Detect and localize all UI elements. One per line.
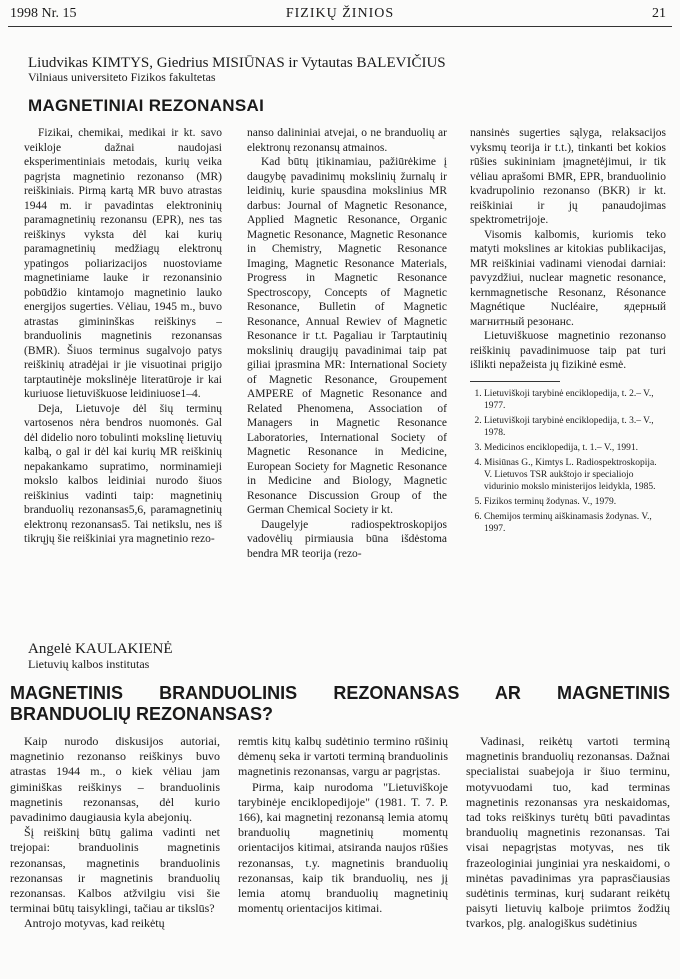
footnote: 5. Fizikos terminų žodynas. V., 1979.: [484, 496, 666, 508]
running-header: [0, 0, 680, 30]
article2-title: MAGNETINIS BRANDUOLINIS REZONANSAS AR MAGNETINIS BRANDUOLIŲ REZONANSAS?: [10, 683, 670, 724]
paragraph: Antrojo motyvas, kad reikėtų: [24, 916, 165, 931]
paragraph: Daugelyje radiospektroskopijos vadovėlių pirmiausia būna išdėstoma bendra MR teorija (rezo-: [247, 518, 447, 560]
paragraph: nansinės sugerties sąlyga, relaksacijos vyksmų teorija ir t.t.), tinkanti bet kokios rūšies sukininiam įmagnetėjimui, ir tik vėliau aprašomi BMR, EPR, branduolinio kvadrupolinio rezonanso (BKR) ir kt. reiškiniai ir jų panaudojimas spektrometrijoje.: [470, 127, 666, 226]
paragraph: Visomis kalbomis, kuriomis teko matyti mokslines ar kitokias publikacijas, MR reiškiniai vadinami vienodai darniai: pavyzdžiui, nuclear magnetic resonance, kernmagnetische Resonanz, Résonance Magnétique Nucléaire, ядерный магнитный резонанс.: [470, 228, 666, 328]
paragraph: Vadinasi, reikėtų vartoti terminą magnetinis branduolių rezonansas. Dažnai specialistai suabejoja ir šiuo terminu, motyvuodami tuo, kad terminas magnetinis rezonansas yra neskaidomas, tad toks reiškinys turėtų būti pavadintas branduolių magnetinis rezonansas. Tai visai nepagrįstas motyvas, nes tik frazeologiniai junginiai yra neskaidomi, o minėtas pavadinimas yra paprasčiausias sudėtinis terminas, kurį sudarant reikėtų paisyti lietuvių kalboje priimtos žodžių tvarkos, plg. analogiškus sudėtinius: [466, 734, 670, 931]
issue-label: 1998 Nr. 15: [10, 6, 77, 21]
paragraph: Kaip nurodo diskusijos autoriai, magnetinio rezonanso reiškinys buvo atrastas 1944 m., o kiek vėliau jam giminiškas reiškinys – branduolinis magnetinis rezonansas, dėl kurio pavadinimo daugiausia kyla abejonių.: [10, 734, 220, 825]
article1-column-1: [24, 126, 222, 620]
footnotes: [470, 388, 666, 535]
article2-column-3: [466, 734, 670, 974]
paragraph: Deja, Lietuvoje dėl šių terminų vartosenos nėra bendros nuomonės. Gal dėl didelio noro tobulinti mokslinę lietuvių kalbą, o gal ir dėl kai kurių MR reiškinių nepakankamo supratimo, norminamieji mokslo kalbos leidiniai nurodo šiuos reiškinius vadinti taip: magnetinių branduolių rezonansas5,6, paramagnetinių elektronų rezonansas5. Tai netikslu, nes iš tikrųjų šie reiškiniai yra magnetinio rezo-: [24, 402, 222, 545]
footnote: 3. Medicinos enciklopedija, t. 1.– V., 1991.: [484, 442, 666, 454]
paragraph: Lietuviškuose magnetinio rezonanso reiškinių pavadinimuose taip pat turi išlikti nepažeista jų fizikinė esmė.: [470, 330, 666, 371]
article2-column-1: [10, 734, 220, 974]
paragraph: Fizikai, chemikai, medikai ir kt. savo veikloje dažnai naudojasi eksperimentiniais metodais, kurių veika pagrįsta magnetinio rezonanso (MR) reiškiniais. Pirmą kartą MR buvo atrastas 1944 m. ir pavadintas elektroninių paramagnetinių rezonansu (EPR), nes tas reiškinys vyksta dėl kai kurių paramagnetinių medžiagų elektronų ypatingos poliarizacijos nuostoviame magnetiniame lauke ir rezonansinio pobūdžio kintamojo magnetinio lauko energijos sugerties. Vėliau, 1945 m., buvo atrastas gimininškas reiškinys – branduolinis magnetinis rezonansas (BMR). Šiuos terminus sugalvojo patys reiškinių atradėjai ir jie visuotinai prigijo tarptautinėje mokslinėje literatūroje ir kai kuriuose lietuviškuose leidiniuose1–4.: [24, 127, 222, 400]
article1-column-3: [470, 126, 666, 626]
journal-name: FIZIKŲ ŽINIOS: [285, 6, 395, 21]
paragraph: nanso dalininiai atvejai, o ne branduolių ar elektronų rezonansų atmainos.: [247, 127, 447, 154]
footnote-rule: [470, 381, 560, 382]
article1-affiliation: Vilniaus universiteto Fizikos fakultetas: [28, 70, 216, 84]
article1-title: MAGNETINIAI REZONANSAI: [28, 96, 265, 115]
article2-affiliation: Lietuvių kalbos institutas: [28, 657, 150, 671]
paragraph: Pirma, kaip nurodoma "Lietuviškoje tarybinėje enciklopedijoje" (1981. T. 7. P. 166), kai magnetinį rezonansą lemia atomų branduolių magnetinių momentų orientacijos kitimai, atsiranda naujos rūšies rezonansas, t.y. magnetinis branduolių rezonansas, kaip tik branduolių, nes jį lemia atomų branduolių magnetinių momentų orientacijos kitimai.: [238, 779, 448, 916]
article2-column-2: [238, 734, 448, 974]
footnote: 2. Lietuviškoji tarybinė enciklopedija, t. 3.– V., 1978.: [484, 415, 666, 439]
article1-column-2: [247, 126, 447, 620]
footnote: 6. Chemijos terminų aiškinamasis žodynas. V., 1997.: [484, 511, 666, 535]
paragraph: remtis kitų kalbų sudėtinio termino rūšinių dėmenų seka ir vartoti terminą branduolinis magnetinis rezonansas, vargu ar pagrįstas.: [238, 734, 448, 779]
footnote: 4. Misiūnas G., Kimtys L. Radiospektroskopija. V. Lietuvos TSR aukštojo ir specialiojo vidurinio mokslo ministerijos leidykla, 1985.: [484, 457, 666, 493]
footnote: 1. Lietuviškoji tarybinė enciklopedija, t. 2.– V., 1977.: [484, 388, 666, 412]
article2-author: Angelė KAULAKIENĖ: [28, 641, 173, 657]
header-rule: [8, 26, 672, 27]
article1-authors: Liudvikas KIMTYS, Giedrius MISIŪNAS ir Vytautas BALEVIČIUS: [28, 55, 446, 71]
page-number: 21: [652, 6, 666, 21]
paragraph: Šį reiškinį būtų galima vadinti net trejopai: branduolinis magnetinis rezonansas, magnetinis branduolinis rezonansas ir magnetinis branduolių rezonansas. Kalbos atžvilgiu visi šie terminai būtų taisyklingi, tačiau ar tikslūs?: [10, 825, 220, 916]
paragraph: Kad būtų įtikinamiau, pažiūrėkime į daugybę pavadinimų mokslinių žurnalų ir leidinių, kurie spausdina mokslinius MR darbus: Journal of Magnetic Resonance, Applied Magnetic Resonance, Organic Magnetic Resonance, Magnetic Resonance in Chemistry, Magnetic Resonance Imaging, Magnetic Resonance Materials, Progress in Magnetic Resonance Spectroscopy, Concepts of Magnetic Resonance, Bulletin of Magnetic Resonance, Annual Rewiev of Magnetic Resonance ir t.t. Pagaliau ir Tarptautinių mokslinių draugijų pavadinimai taip pat giliai įprasmina MR: International Society of Magnetic Resonance, Groupement AMPERE of Magnetic Resonance and Related Phenomena, Association of Managers in Magnetic Resonance Laboratories, International Society of Magnetic Resonance in Medicine, European Society for Magnetic Resonance in Medicine and Biology, Magnetic Resonance Discussion Group of the German Chemical Society ir kt.: [247, 156, 447, 516]
